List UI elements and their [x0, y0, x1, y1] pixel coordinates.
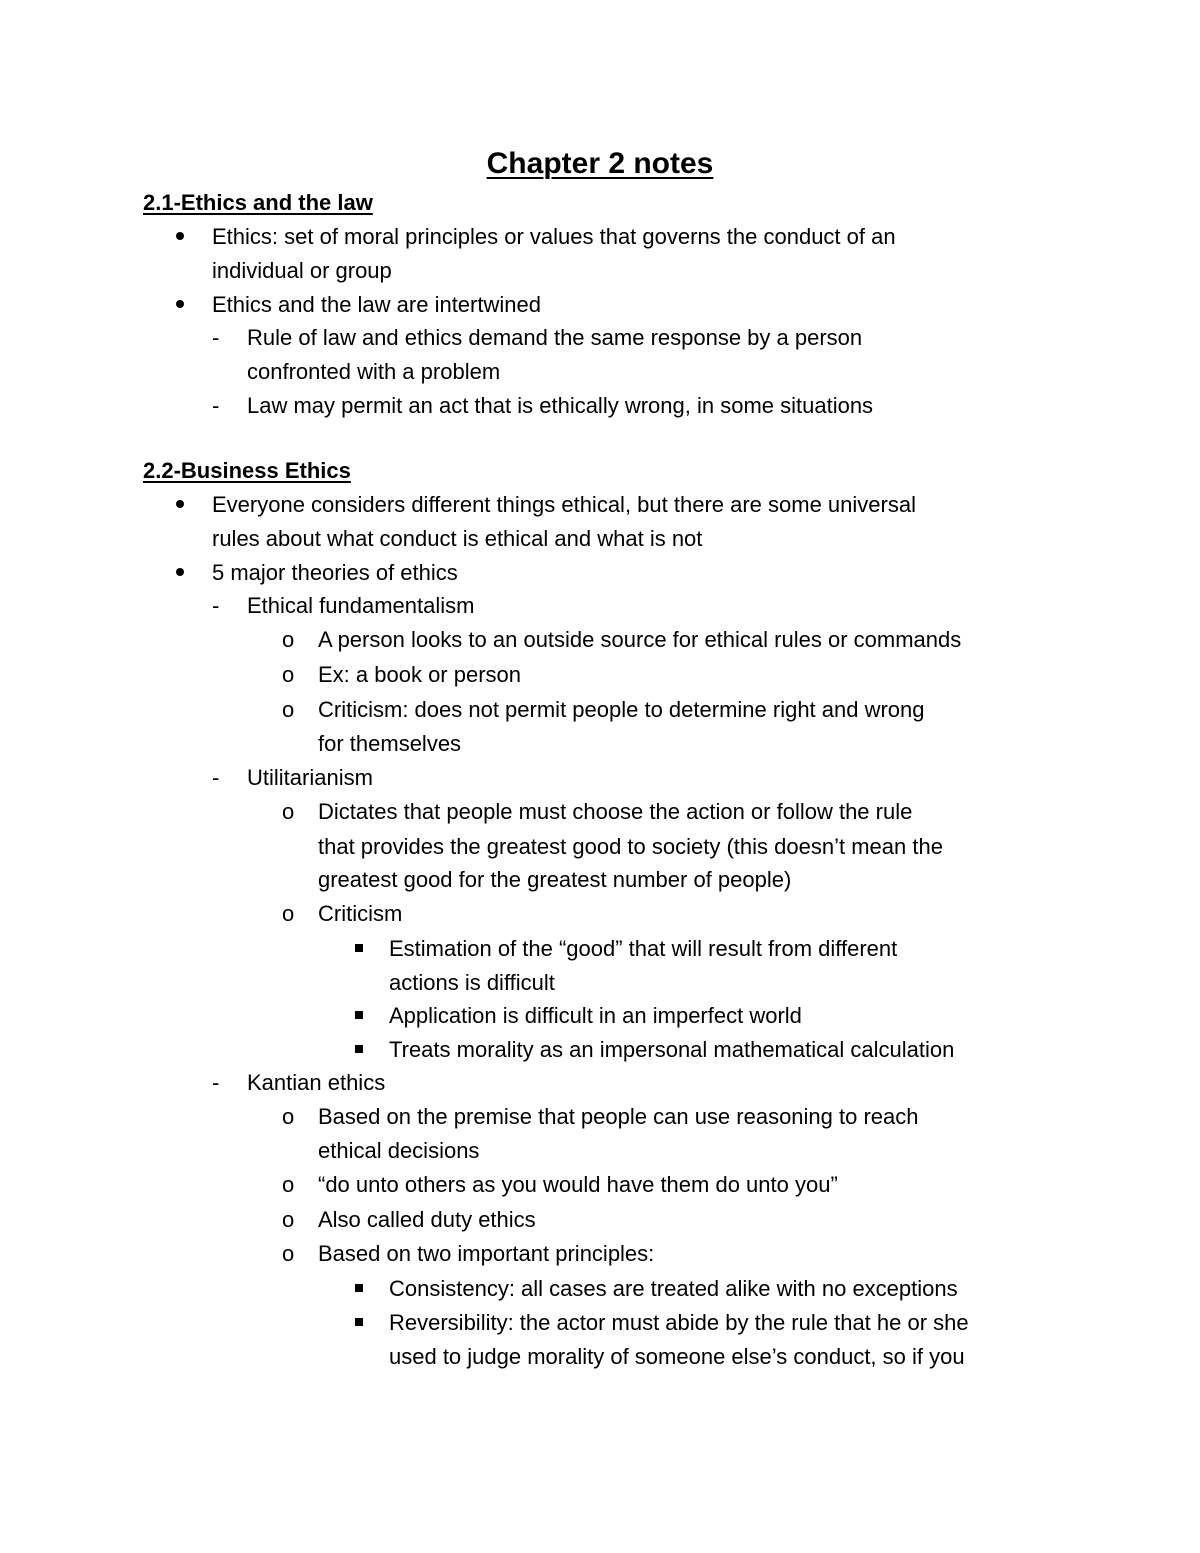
list-item: Criticism: does not permit people to determine right and wrong — [318, 697, 925, 722]
list-item: confronted with a problem — [247, 359, 501, 384]
square-bullet-icon — [355, 1284, 363, 1292]
list-item: Dictates that people must choose the action or follow the rule — [318, 799, 913, 824]
list-item: Application is difficult in an imperfect world — [389, 1003, 802, 1028]
list-item: used to judge morality of someone else’s conduct, so if you — [389, 1344, 965, 1369]
list-item: greatest good for the greatest number of people) — [318, 867, 792, 892]
list-item: Ethics: set of moral principles or values that governs the conduct of an — [212, 224, 896, 249]
bullet-dot-icon — [176, 500, 184, 508]
list-item: Consistency: all cases are treated alike with no exceptions — [389, 1276, 958, 1301]
section-heading-2-2: 2.2-Business Ethics — [143, 458, 351, 483]
circle-bullet-icon: o — [282, 697, 295, 722]
circle-bullet-icon: o — [282, 662, 295, 687]
square-bullet-icon — [355, 944, 363, 952]
list-item: Kantian ethics — [247, 1070, 386, 1095]
bullet-dot-icon — [176, 232, 184, 240]
list-item: Also called duty ethics — [318, 1207, 536, 1232]
circle-bullet-icon: o — [282, 1172, 295, 1197]
dash-marker: - — [212, 1070, 220, 1095]
circle-bullet-icon: o — [282, 1207, 295, 1232]
dash-marker: - — [212, 765, 220, 790]
list-item: Based on two important principles: — [318, 1241, 655, 1266]
list-item: Criticism — [318, 901, 403, 926]
list-item: Ethics and the law are intertwined — [212, 292, 541, 317]
square-bullet-icon — [355, 1318, 363, 1326]
list-item: Reversibility: the actor must abide by the rule that he or she — [389, 1310, 969, 1335]
list-item: Ethical fundamentalism — [247, 593, 475, 618]
list-item: Rule of law and ethics demand the same response by a person — [247, 325, 863, 350]
list-item: for themselves — [318, 731, 462, 756]
dash-marker: - — [212, 393, 220, 418]
bullet-dot-icon — [176, 568, 184, 576]
circle-bullet-icon: o — [282, 799, 295, 824]
circle-bullet-icon: o — [282, 1241, 295, 1266]
list-item: actions is difficult — [389, 970, 555, 995]
list-item: ethical decisions — [318, 1138, 480, 1163]
list-item: that provides the greatest good to society (this doesn’t mean the — [318, 834, 943, 859]
circle-bullet-icon: o — [282, 1104, 295, 1129]
list-item: 5 major theories of ethics — [212, 560, 458, 585]
list-item: Utilitarianism — [247, 765, 373, 790]
square-bullet-icon — [355, 1045, 363, 1053]
list-item: Estimation of the “good” that will result from different — [389, 936, 898, 961]
page-title: Chapter 2 notes — [486, 147, 714, 180]
list-item: Law may permit an act that is ethically wrong, in some situations — [247, 393, 874, 418]
list-item: “do unto others as you would have them do unto you” — [318, 1172, 838, 1197]
list-item: Ex: a book or person — [318, 662, 522, 687]
section-heading-2-1: 2.1-Ethics and the law — [143, 190, 373, 215]
dash-marker: - — [212, 325, 220, 350]
list-item: Everyone considers different things ethical, but there are some universal — [212, 492, 916, 517]
bullet-dot-icon — [176, 300, 184, 308]
circle-bullet-icon: o — [282, 627, 295, 652]
list-item: Based on the premise that people can use reasoning to reach — [318, 1104, 919, 1129]
square-bullet-icon — [355, 1011, 363, 1019]
dash-marker: - — [212, 593, 220, 618]
list-item: rules about what conduct is ethical and what is not — [212, 526, 703, 551]
circle-bullet-icon: o — [282, 901, 295, 926]
list-item: A person looks to an outside source for ethical rules or commands — [318, 627, 962, 652]
list-item: Treats morality as an impersonal mathematical calculation — [389, 1037, 955, 1062]
list-item: individual or group — [212, 258, 392, 283]
